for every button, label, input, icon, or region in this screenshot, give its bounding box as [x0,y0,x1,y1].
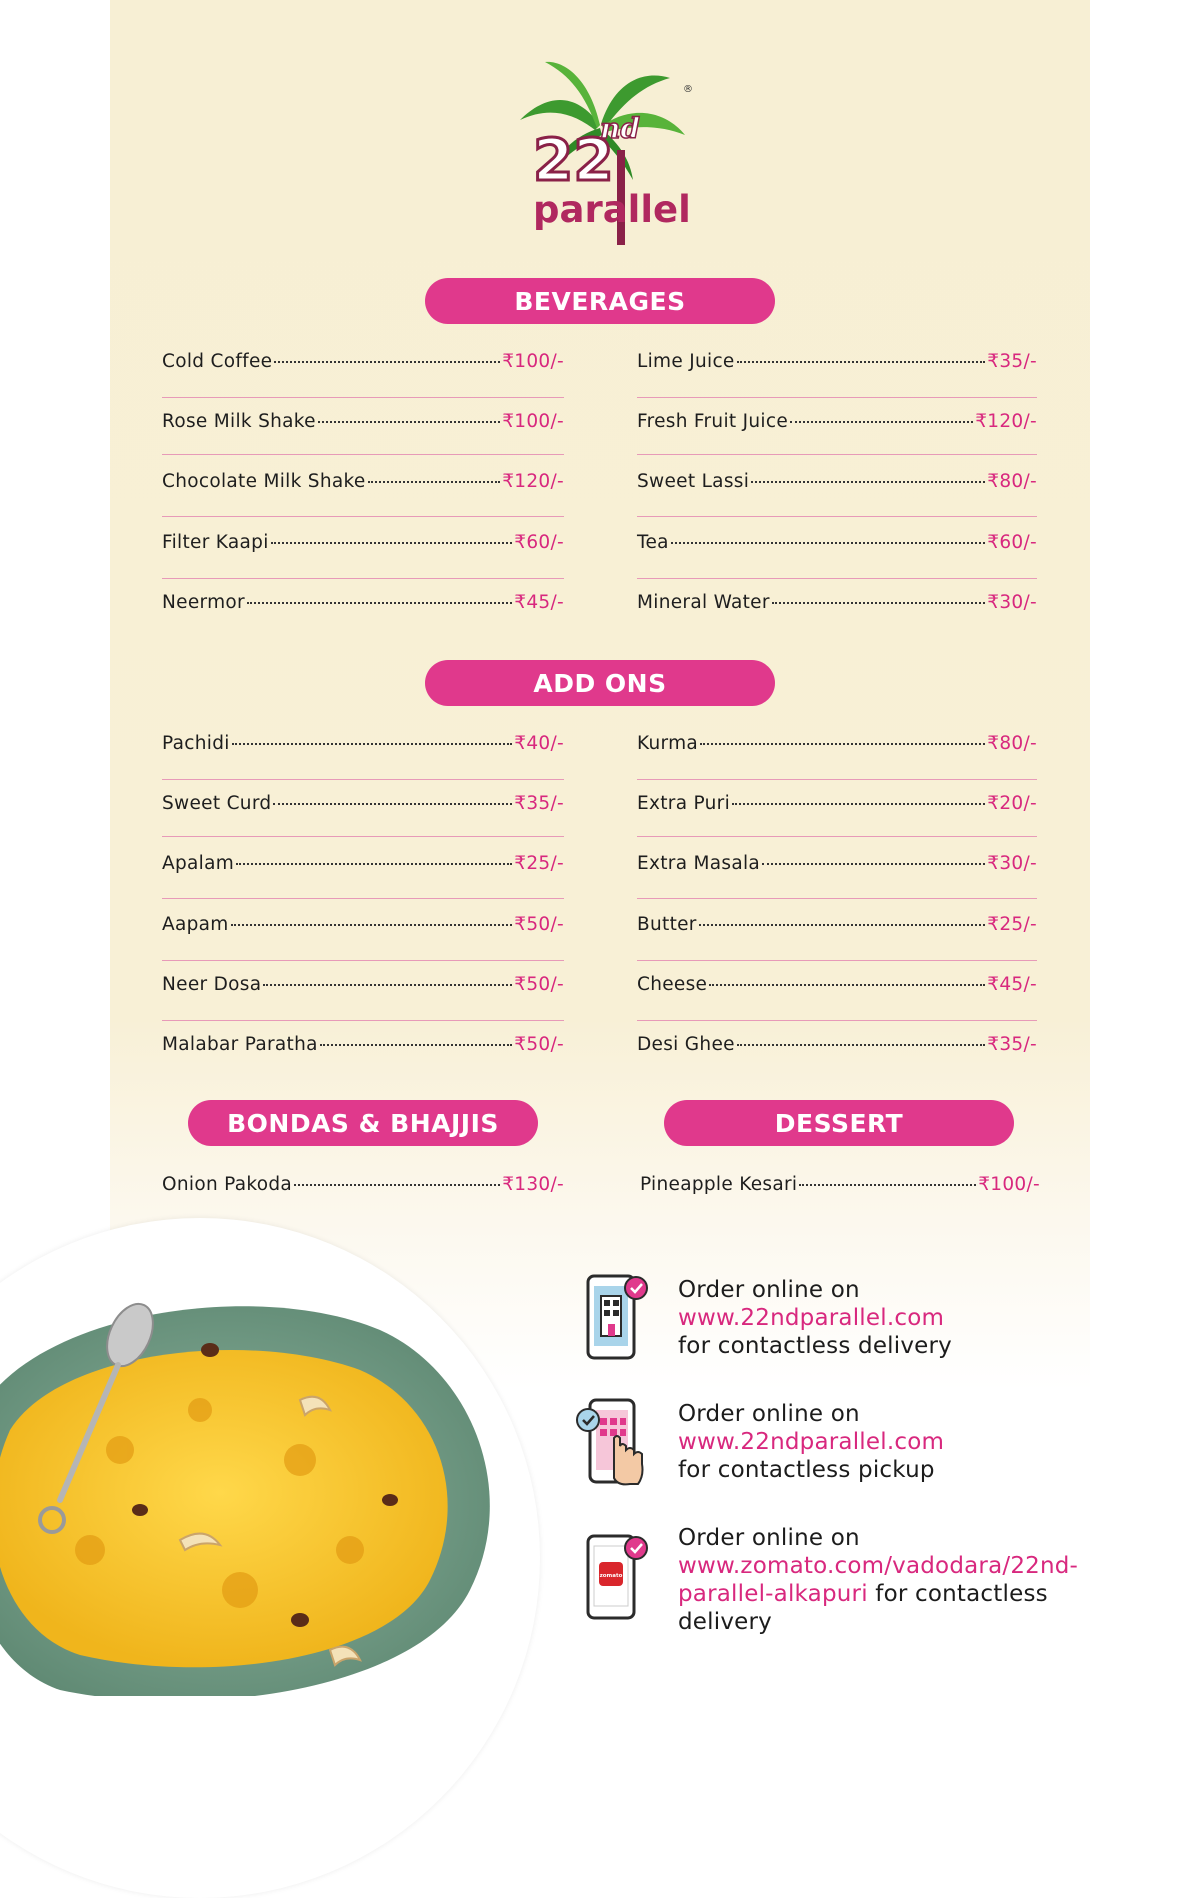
item-name: Sweet Lassi [637,471,750,492]
menu-item-addon-right-4 [637,974,1037,1002]
dot-leader [799,1184,976,1186]
item-price: ₹30/- [987,592,1037,613]
dot-leader [236,863,512,865]
row-divider [162,898,564,899]
item-price: ₹25/- [514,853,564,874]
order-delivery-text: Order online on www.22ndparallel.com for contactless delivery [678,1277,952,1359]
menu-item-bev-right-3 [637,532,1037,560]
mobile-tap-icon [574,1396,654,1488]
svg-text:nd: nd [600,112,640,145]
dot-leader [320,1044,513,1046]
mobile-building-icon [582,1272,654,1362]
row-divider [637,960,1037,961]
item-price: ₹50/- [514,974,564,995]
row-divider [637,779,1037,780]
svg-text:zomato: zomato [599,1573,623,1579]
item-price: ₹120/- [975,411,1037,432]
kesari-bowl-image [0,1290,520,1696]
item-price: ₹60/- [987,532,1037,553]
item-name: Desi Ghee [637,1034,735,1055]
item-price: ₹25/- [987,914,1037,935]
item-price: ₹45/- [514,592,564,613]
menu-item-bev-left-4 [162,592,564,620]
item-name: Apalam [162,853,235,874]
svg-text:parallel: parallel [533,188,691,231]
item-name: Cold Coffee [162,351,273,372]
row-divider [637,454,1037,455]
section-addons: ADD ONS [425,660,775,706]
item-price: ₹35/- [987,1034,1037,1055]
item-name: Chocolate Milk Shake [162,471,366,492]
zomato-link-cont[interactable]: parallel-alkapuri [678,1581,868,1607]
menu-item-bev-right-0 [637,351,1037,379]
menu-item-bev-left-2 [162,471,564,499]
menu-item-addon-right-1 [637,793,1037,821]
item-name: Cheese [637,974,708,995]
row-divider [162,397,564,398]
dot-leader [294,1184,500,1186]
dot-leader [231,924,513,926]
dot-leader [737,361,986,363]
item-price: ₹60/- [514,532,564,553]
order-zomato-text: Order online on www.zomato.com/vadodara/22nd- parallel-alkapuri for contactless delivery [678,1525,1079,1635]
dot-leader [732,803,985,805]
item-name: Extra Masala [637,853,761,874]
order-pickup-text: Order online on www.22ndparallel.com for contactless pickup [678,1401,945,1483]
dot-leader [751,481,985,483]
menu-item-addon-left-4 [162,974,564,1002]
menu-item-bev-left-3 [162,532,564,560]
menu-item-addon-left-3 [162,914,564,942]
item-price: ₹30/- [987,853,1037,874]
section-beverages: BEVERAGES [425,278,775,324]
item-name: Aapam [162,914,229,935]
row-divider [637,898,1037,899]
dot-leader [700,743,985,745]
row-divider [162,779,564,780]
section-bondas: BONDAS & BHAJJIS [188,1100,538,1146]
item-price: ₹100/- [502,351,564,372]
item-name: Neer Dosa [162,974,262,995]
item-name: Neermor [162,592,245,613]
item-name: Lime Juice [637,351,735,372]
menu-item-dessert-0 [640,1174,1040,1202]
dot-leader [232,743,513,745]
dot-leader [274,361,500,363]
dot-leader [273,803,512,805]
dot-leader [247,602,512,604]
row-divider [637,397,1037,398]
item-price: ₹35/- [987,351,1037,372]
zomato-link[interactable]: www.zomato.com/vadodara/22nd- [678,1553,1079,1579]
item-name: Butter [637,914,697,935]
menu-item-addon-right-0 [637,733,1037,761]
dot-leader [263,984,512,986]
menu-item-bev-right-4 [637,592,1037,620]
website-link[interactable]: www.22ndparallel.com [678,1305,945,1331]
item-name: Onion Pakoda [162,1174,293,1195]
menu-item-bev-left-0 [162,351,564,379]
item-name: Extra Puri [637,793,731,814]
menu-item-addon-right-5 [637,1034,1037,1062]
item-price: ₹35/- [514,793,564,814]
menu-item-addon-left-1 [162,793,564,821]
menu-item-bondas-0 [162,1174,564,1202]
item-name: Tea [637,532,669,553]
row-divider [637,578,1037,579]
menu-item-addon-right-3 [637,914,1037,942]
item-price: ₹40/- [514,733,564,754]
item-price: ₹80/- [987,733,1037,754]
row-divider [162,836,564,837]
menu-item-addon-left-2 [162,853,564,881]
item-name: Mineral Water [637,592,770,613]
row-divider [162,578,564,579]
brand-logo [505,50,695,245]
item-price: ₹130/- [502,1174,564,1195]
dot-leader [368,481,501,483]
item-name: Malabar Paratha [162,1034,318,1055]
website-link[interactable]: www.22ndparallel.com [678,1429,945,1455]
dot-leader [671,542,985,544]
row-divider [637,1020,1037,1021]
item-price: ₹120/- [502,471,564,492]
item-price: ₹20/- [987,793,1037,814]
item-name: Filter Kaapi [162,532,269,553]
item-price: ₹45/- [987,974,1037,995]
item-price: ₹100/- [502,411,564,432]
menu-item-addon-left-5 [162,1034,564,1062]
item-name: Rose Milk Shake [162,411,316,432]
svg-text:®: ® [683,84,693,95]
menu-item-bev-right-2 [637,471,1037,499]
item-price: ₹100/- [978,1174,1040,1195]
menu-item-addon-left-0 [162,733,564,761]
menu-item-bev-right-1 [637,411,1037,439]
menu-item-addon-right-2 [637,853,1037,881]
dot-leader [699,924,986,926]
item-name: Pachidi [162,733,230,754]
section-dessert: DESSERT [664,1100,1014,1146]
row-divider [162,960,564,961]
item-price: ₹50/- [514,914,564,935]
item-name: Sweet Curd [162,793,272,814]
dot-leader [709,984,985,986]
item-name: Pineapple Kesari [640,1174,798,1195]
zomato-app-icon [582,1532,654,1622]
svg-text:22: 22 [533,126,614,194]
item-price: ₹50/- [514,1034,564,1055]
dot-leader [762,863,985,865]
dot-leader [772,602,986,604]
menu-item-bev-left-1 [162,411,564,439]
dot-leader [318,421,500,423]
row-divider [637,516,1037,517]
row-divider [162,1020,564,1021]
row-divider [162,454,564,455]
row-divider [162,516,564,517]
dot-leader [790,421,973,423]
dot-leader [271,542,513,544]
item-price: ₹80/- [987,471,1037,492]
item-name: Fresh Fruit Juice [637,411,788,432]
row-divider [637,836,1037,837]
item-name: Kurma [637,733,699,754]
dot-leader [737,1044,985,1046]
